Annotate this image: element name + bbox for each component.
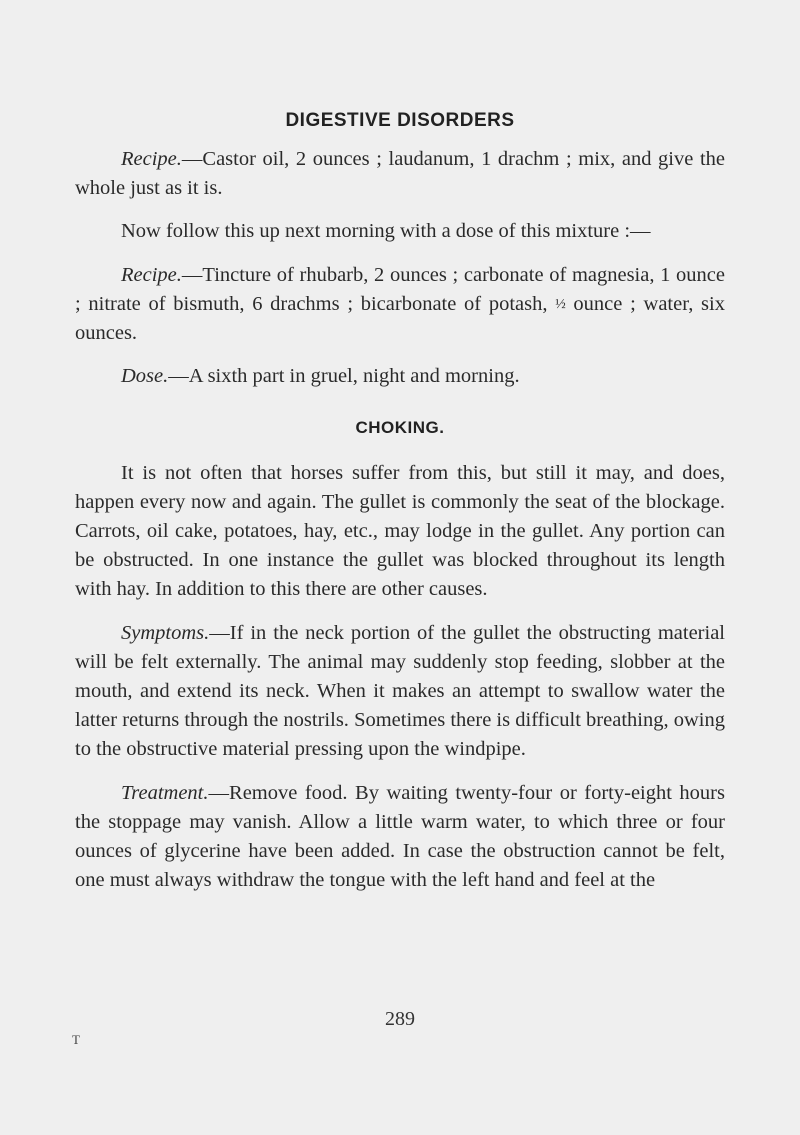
paragraph-lead: Symptoms. xyxy=(121,621,210,644)
paragraph-text: —A sixth part in gruel, night and morning. xyxy=(168,365,520,388)
paragraph-text: —If in the neck portion of the gullet the obstructing material will be felt externally. The animal may suddenly stop feeding, slobber at the mouth, and extend its neck. When it makes an attempt to swallow water the latter returns through the nostrils. Sometimes there is difficult breathing, owing to the obstructive material pressing upon the windpipe. xyxy=(75,621,725,761)
symptoms-paragraph xyxy=(75,619,725,765)
paragraph-lead: Treatment. xyxy=(121,781,209,804)
paragraph-text: —Castor oil, 2 ounces ; laudanum, 1 drachm ; mix, and give the whole just as it is. xyxy=(75,148,725,200)
paragraph-text: ounce ; water, six ounces. xyxy=(75,292,725,345)
paragraph-text: It is not often that horses suffer from this, but still it may, and does, happen every now and again. The gullet is commonly the seat of the blockage. Carrots, oil cake, potatoes, hay, etc., may lodge in the gullet. Any portion can be obstructed. In one instance the gullet was blocked throughout its length with hay. In addition to this there are other causes. xyxy=(75,461,725,601)
paragraph-text: Now follow this up next morning with a dose of this mixture :— xyxy=(121,220,651,243)
paragraph-text: —Tincture of rhubarb, 2 ounces ; carbonate of magnesia, 1 ounce ; nitrate of bismuth, 6 drachms ; bicarbonate of potash, xyxy=(75,263,725,315)
page-number: 289 xyxy=(385,1008,415,1030)
fraction-half: ½ xyxy=(555,296,566,312)
recipe-paragraph-1 xyxy=(75,145,725,203)
running-head: DIGESTIVE DISORDERS xyxy=(285,110,515,131)
choking-intro-paragraph xyxy=(75,459,725,605)
body-text xyxy=(75,145,725,909)
recipe-paragraph-2 xyxy=(75,261,725,349)
signature-mark: T xyxy=(72,1032,80,1047)
paragraph-lead: Recipe. xyxy=(121,263,182,286)
paragraph-lead: Recipe. xyxy=(121,148,182,170)
dose-paragraph xyxy=(75,362,725,391)
paragraph-text: —Remove food. By waiting twenty-four or forty-eight hours the stoppage may vanish. Allow a little warm water, to which three or four ounces of glycerine have been added. In case the obstruction cannot be felt, one must always withdraw the tongue with the left hand and feel at the xyxy=(75,781,725,892)
section-heading-choking: CHOKING. xyxy=(355,418,445,438)
follow-up-paragraph xyxy=(75,217,725,246)
paragraph-lead: Dose. xyxy=(121,365,169,388)
treatment-paragraph xyxy=(75,779,725,896)
